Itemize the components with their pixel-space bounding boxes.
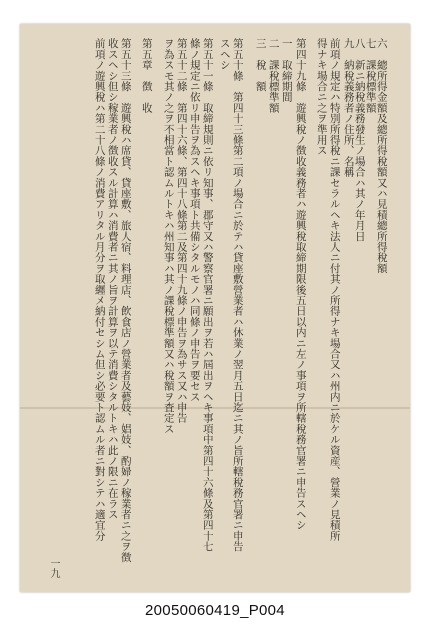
text-line: 得ナキ場合ニ之ヲ準用ス [315,38,328,156]
text-line: 三 稅 額 [254,38,267,92]
text-line: 第四十九條 遊興稅ノ徴收義務者ハ遊興稅取締期限後五日以内ニ左ノ事項ヲ所轄稅務官署ニ申告スヘシ [294,38,307,531]
fold-line [20,407,410,409]
text-line: 六 總所得金額及總所得稅額又ハ見積總所得稅額 [375,38,388,274]
text-line: 七 課稅標準額 [364,38,377,113]
text-line: 第五十條 第四十三條第二項ノ場合ニ於テハ貸座敷營業者ハ休業ノ翌月五日迄ニ其ノ旨所轄稅務官署ニ申告 [231,38,244,552]
document-page [20,24,410,592]
text-line: 第五十二條 第四十六條、第四十八條第二及第四十九條ノ申告ヲ為サス又ハ申告 [175,38,188,424]
text-line: 第五十一條 取締規則ニ依リ知事、郡守又ハ警察官署ニ願出ヲ若ハ屆出ヲヘキ事項中第四十六條及第四十七 [201,38,214,552]
text-line: スヘシ [218,38,231,71]
image-caption: 20050060419_P004 [145,602,285,619]
text-line: 收スヘシ但シ稼業者ノ徴收スル計算ハ消費者ニ其ノ旨ヲ計算ヲ以テ消費シタルトキハ此ノ限ニ在ラス [106,38,119,520]
text-line: 條ノ規定ニ依リ申告ヲ為スヘキ事項ト共備シタルモノハ同條ノ申告ヲ要セス [188,38,201,402]
text-line: 八 新ニ納稅義務發生ノ場合ハ其ノ年月日 [353,38,366,242]
page-number: 一九 [48,558,59,578]
text-line: ヲ為スモ其ノ之ヲ不相當ト認ムルトキハ州知事ハ其ノ課稅標準額又ハ稅額ヲ査定ス [162,38,175,434]
text-line: 第五十三條 遊興稅ハ席貸、貸座敷、旅人宿、料理店、飲食店ノ營業者及藝妓、娼妓、酌婦ノ稼業者ニ之ヲ徴 [119,38,132,563]
text-line: 前項ノ規定ハ特別所得稅ニ課セラルヘキ法人ニ付其ノ所得ナキ場合又ハ州内ニ於ケル資産、營業ノ見積所 [328,38,341,541]
text-line: 第五章 徴 收 [140,38,153,113]
text-line: 二 課稅標準額 [267,38,280,113]
text-line: 一 取締期間 [280,38,293,103]
text-line: 前項ノ遊興稅ハ第二十八條ノ消費アリタル月分ヲ取纒メ納付セシム但シ必要ト認ムル者ニ對シテハ適宜分 [93,38,106,541]
text-line: 九 納稅義務者ノ住所、名稱 [342,38,355,178]
